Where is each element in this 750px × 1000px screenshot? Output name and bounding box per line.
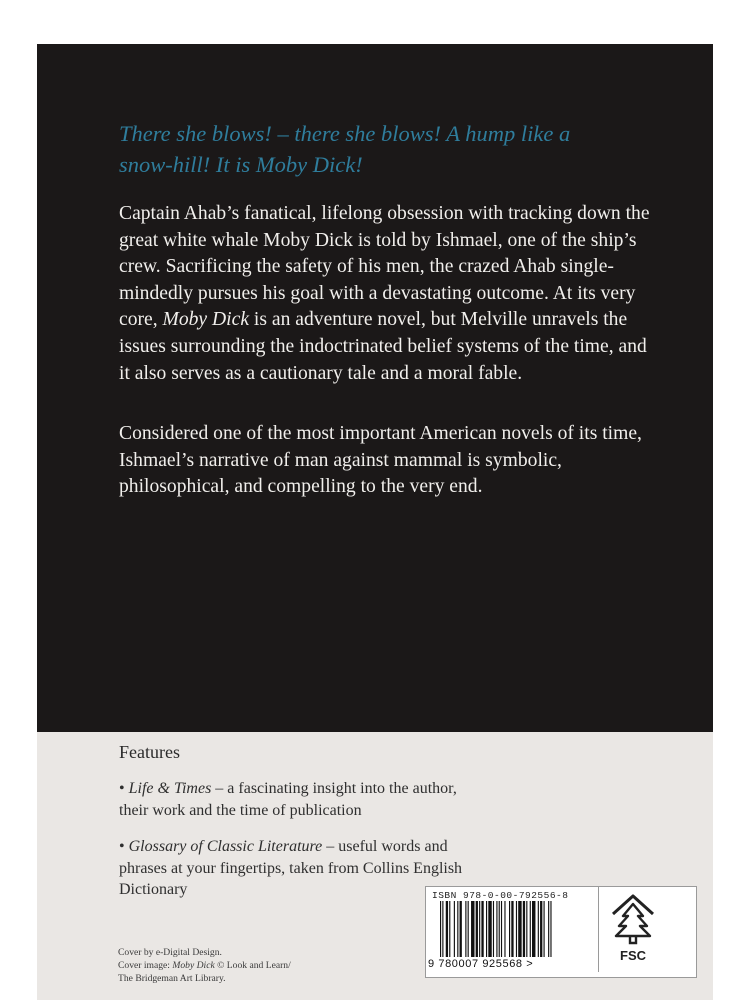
feature-name: Life & Times (128, 780, 212, 797)
credits-line-1: Cover by e-Digital Design. (118, 947, 222, 958)
cover-credits (118, 946, 348, 985)
barcode-icon (432, 901, 594, 959)
quote-line-1: There she blows! – there she blows! A hump like a (119, 121, 571, 146)
feature-item (119, 778, 479, 821)
barcode-digits: 9 780007 925568 > (428, 958, 534, 970)
para1-text-start: Captain Ahab’s fanatical, lifelong obsession with tracking down the great white whale Moby Dick is told by Ishmael, one of the ship’s crew. Sacrificing the safety of his men, the crazed Ahab single-mindedly pursues his goal with a devastating outcome. At its very core, (119, 203, 650, 331)
feature-bullet: • (119, 838, 129, 855)
para1-text-end: is an adventure novel, but Melville unravels the issues surrounding the indoctrinated belief systems of the time, and it also serves as a cautionary tale and a moral fable. (119, 309, 647, 384)
feature-description: – useful words and phrases at your fingertips, taken from Collins English Dictionary (119, 838, 463, 898)
fsc-logo (598, 886, 667, 972)
credits-line-2-suffix: © Look and Learn/ (214, 960, 291, 971)
feature-bullet: • (119, 780, 129, 797)
fsc-tree-icon (599, 886, 667, 948)
features-heading: Features (119, 742, 180, 762)
isbn-label: ISBN 978-0-00-792556-8 (432, 890, 569, 901)
credits-book-title: Moby Dick (172, 960, 215, 971)
credits-line-2-prefix: Cover image: (118, 960, 173, 971)
description-paragraph-1 (119, 201, 654, 387)
feature-description: – a fascinating insight into the author, their work and the time of publication (119, 780, 457, 819)
quote-line-2: snow-hill! It is Moby Dick! (119, 152, 363, 177)
credits-line-3: The Bridgeman Art Library. (118, 973, 226, 984)
para1-book-title: Moby Dick (162, 309, 250, 331)
fsc-label: FSC (620, 948, 646, 963)
feature-name: Glossary of Classic Literature (128, 838, 323, 855)
cover-quote (119, 118, 639, 180)
description-paragraph-2: Considered one of the most important American novels of its time, Ishmael’s narrative of man against mammal is symbolic, philosophical, and compelling to the very end. (119, 423, 642, 498)
barcode-box (425, 886, 697, 978)
